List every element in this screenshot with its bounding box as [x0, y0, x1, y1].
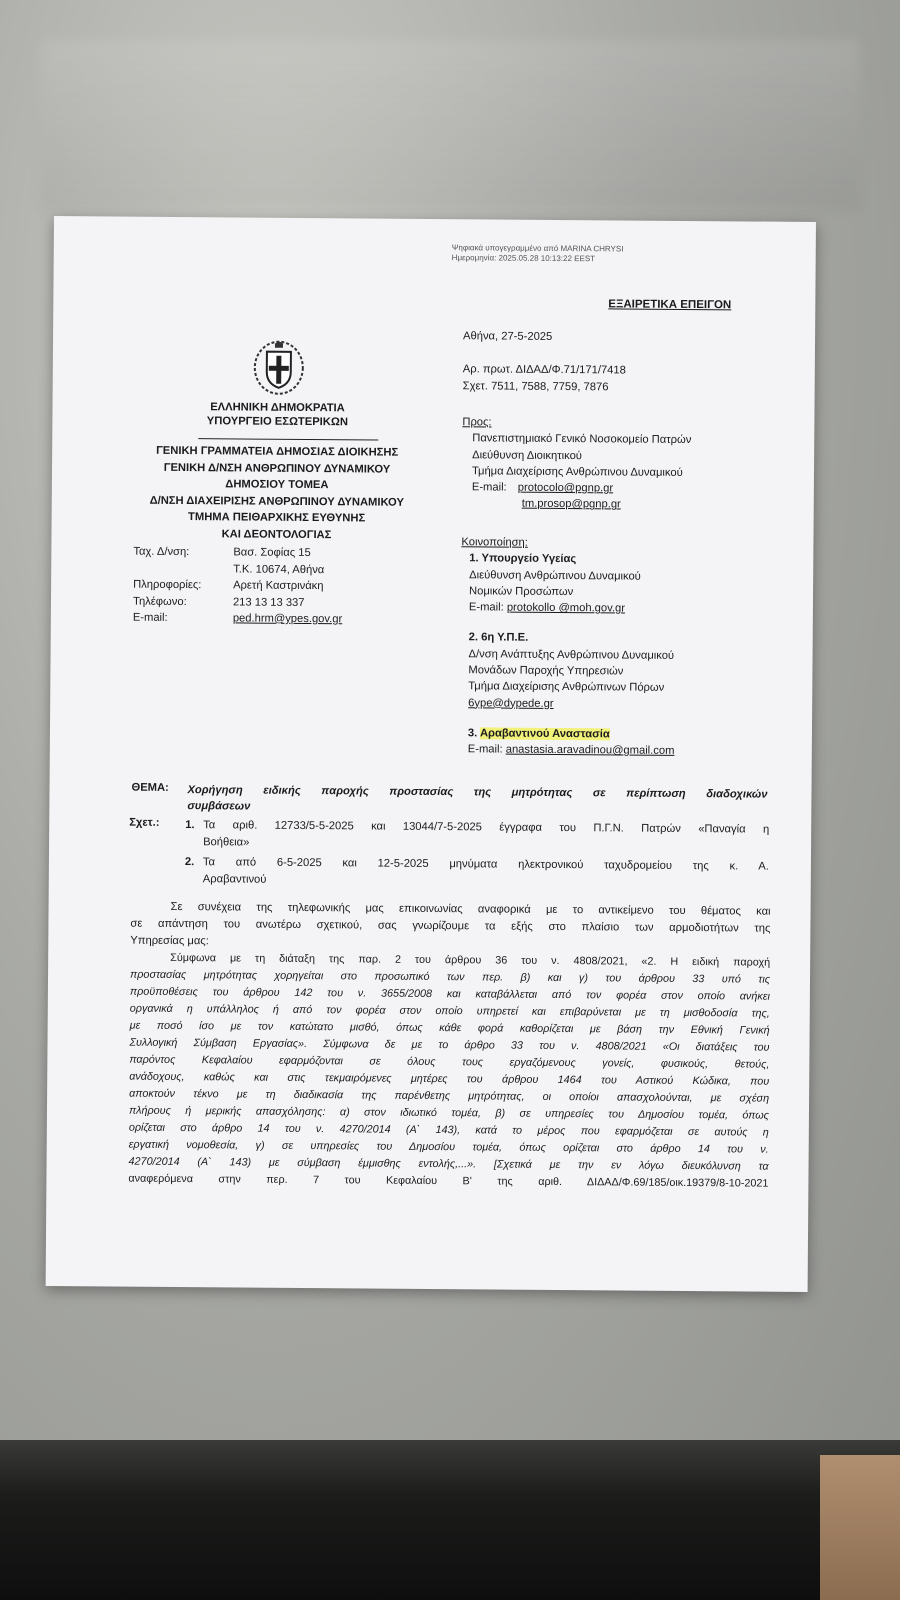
ministry-title: ΥΠΟΥΡΓΕΙΟ ΕΣΩΤΕΡΙΚΩΝ [206, 415, 348, 429]
contact-label: Ταχ. Δ/νση: [133, 545, 190, 559]
issuer-line: ΤΜΗΜΑ ΠΕΙΘΑΡΧΙΚΗΣ ΕΥΘΥΝΗΣ [188, 511, 366, 525]
body-line: Σύμφωνα με τη διάταξη της παρ. 2 του άρθρου 36 του ν. 4808/2021, «2. Η ειδική παροχή [170, 951, 771, 969]
contact-labels [133, 544, 202, 627]
contact-email-link[interactable]: ped.hrm@ypes.gov.gr [232, 612, 343, 626]
subject-line: Χορήγηση ειδικής παροχής προστασίας της μητρότητας σε περίπτωση διαδοχικών [187, 784, 768, 801]
document-date: Αθήνα, 27-5-2025 [463, 330, 553, 343]
body-line: προϋποθέσεις του άρθρου 142 του ν. 3655/2008 και καταβάλλεται από τον φορέα στον οποίο ανήκει [129, 985, 770, 1003]
body-line: αναφερόμενα στην περ. 7 του Κεφαλαίου Β' της αριθ. ΔΙΔΑΔ/Φ.69/185/οικ.19379/8-10-2021 [128, 1172, 769, 1190]
issuer-line: ΓΕΝΙΚΗ ΓΡΑΜΜΑΤΕΙΑ ΔΗΜΟΣΙΑΣ ΔΙΟΙΚΗΣΗΣ [156, 444, 399, 459]
document-page [46, 216, 816, 1292]
body-line: εργατική νομοθεσία, γ) σε υπηρεσίες του Δημοσίου τομέα, όπως ορίζεται στο άρθρο 14 του ν. [128, 1138, 769, 1156]
issuer-line: Δ/ΝΣΗ ΔΙΑΧΕΙΡΙΣΗΣ ΑΝΘΡΩΠΙΝΟΥ ΔΥΝΑΜΙΚΟΥ [149, 494, 404, 509]
email-label: E-mail: [471, 481, 507, 494]
digital-signature [452, 243, 624, 264]
contact-values [233, 544, 343, 627]
protocol-number: Αρ. πρωτ. ΔΙΔΑΔ/Φ.71/171/7418 [462, 363, 626, 377]
body-line: Υπηρεσίας μας: [130, 934, 209, 948]
contact-address: Βασ. Σοφίας 15 [233, 546, 311, 560]
cc2-title: 2. 6η Υ.Π.Ε. [468, 631, 529, 645]
body-line: 4270/2014 (Α` 143) με σύμβαση έμμισθης εντολής,...». [Σχετικά με την εν λόγω διευκόλυνση τα [128, 1155, 769, 1173]
cc-label: Κοινοποίηση: [461, 536, 528, 549]
recipients-to [462, 414, 692, 514]
republic-title: ΕΛΛΗΝΙΚΗ ΔΗΜΟΚΡΑΤΙΑ [210, 401, 345, 415]
table-surface-glare [40, 40, 860, 210]
reference-item [185, 817, 769, 855]
reference-line: Τα αριθ. 12733/5-5-2025 και 13044/7-5-2025 έγγραφα του Π.Γ.Ν. Πατρών «Παναγία η [203, 819, 770, 836]
cc2-line: Μονάδων Παροχής Υπηρεσιών [468, 664, 624, 678]
floor-background [0, 1440, 900, 1600]
cc2-line: Δ/νση Ανάπτυξης Ανθρώπινου Δυναμικού [468, 648, 675, 662]
floor-tile [820, 1455, 900, 1600]
body-line: πλήρους ή μερικής απασχόλησης: α) στον ιδιωτικό τομέα, β) σε υπηρεσίες του Δημοσίου τομέα, όπως [128, 1104, 770, 1122]
contact-label: Πληροφορίες: [133, 578, 202, 592]
body-line: οργανικά η υπάλληλος ή από τον φορέα στον οποίο υπηρετεί και επιβαρύνεται με τη μισθοδοσία της, [129, 1002, 770, 1020]
issuer-departments [111, 442, 442, 544]
greek-coat-of-arms-icon [253, 338, 305, 396]
cc1-email-link[interactable]: protokollo @moh.gov.gr [506, 601, 626, 615]
related-numbers: Σχετ. 7511, 7588, 7759, 7876 [462, 380, 609, 394]
references-list [185, 817, 770, 892]
cc3-email-link[interactable]: anastasia.aravadinou@gmail.com [505, 743, 675, 758]
cc3-number: 3. [467, 727, 478, 740]
body-line: παρόντος Κεφαλαίου εφαρμόζονται σε όλους τους εργαζόμενους γονείς, φυσικούς, θετούς, [129, 1053, 770, 1071]
body-line: αποκτούν τέκνο με τη διαδικασία της παρένθετης μητρότητας, οι οποίοι απασχολούνται, με σχέση [129, 1087, 770, 1105]
subject-text [187, 782, 767, 819]
reference-number: 2. [184, 856, 195, 869]
reference-line: Βοήθεια» [203, 835, 250, 849]
to-email-link[interactable]: protocolo@pgnp.gr [517, 481, 614, 495]
recipients-cc [460, 534, 676, 759]
issuer-header [112, 399, 442, 430]
subject-line: συμβάσεων [187, 800, 251, 813]
contact-label [133, 560, 201, 577]
signature-date: Ημερομηνία: 2025.05.28 10:13:22 EEST [451, 253, 596, 264]
subject-label: ΘΕΜΑ: [131, 781, 169, 794]
reference-number: 1. [185, 819, 195, 832]
email-label: E-mail: [467, 743, 503, 756]
contact-label: Τηλέφωνο: [132, 595, 187, 608]
signature-line: Ψηφιακά υπογεγραμμένο από MARINA CHRYSI [451, 243, 624, 254]
cc2-email-link[interactable]: 6ype@dypede.gr [468, 696, 554, 710]
to-email-link[interactable]: tm.prosop@pgnp.gr [521, 498, 621, 511]
body-paragraph-1 [130, 899, 770, 955]
to-line: Τμήμα Διαχείρισης Ανθρώπινου Δυναμικού [471, 465, 683, 479]
body-line: σε απάντηση του ανωτέρω σχετικού, σας γνωρίζουμε τα εξής στο πλαίσιο των αρμοδιοτήτων της [130, 917, 771, 935]
reference-line: Τα από 6-5-2025 και 12-5-2025 μηνύματα ηλεκτρονικού ταχυδρομείου της κ. Α. [202, 856, 769, 873]
email-label: E-mail: [468, 601, 504, 614]
to-line: Πανεπιστημιακό Γενικό Νοσοκομείο Πατρών [472, 432, 692, 447]
issuer-divider [198, 438, 378, 440]
issuer-line: ΔΗΜΟΣΙΟΥ ΤΟΜΕΑ [225, 478, 329, 492]
contact-phone: 213 13 13 337 [232, 595, 305, 609]
reference-item [185, 854, 769, 892]
body-line: Συλλογική Σύμβαση Εργασίας». Σύμφωνα δε με το άρθρο 33 του ν. 4808/2021 «Οι διατάξεις του [129, 1036, 770, 1054]
contact-postcode: Τ.Κ. 10674, Αθήνα [233, 562, 325, 576]
body-line: ανάδοχους, καθώς και στις τεκμαιρόμενες μητέρες του άρθρου 1464 του Αστικού Κώδικα, που [129, 1070, 770, 1088]
contact-label: E-mail: [132, 611, 168, 624]
cc2-line: Τμήμα Διαχείρισης Ανθρώπινων Πόρων [468, 680, 665, 695]
cc3-name-highlighted: Αραβαντινού Αναστασία [479, 727, 610, 741]
body-line: προστασίας μητρότητας χορηγείται στο προσωπικό των περ. β) και γ) του άρθρου 33 υπό τις [129, 968, 771, 986]
references-label: Σχετ.: [129, 816, 160, 829]
to-label: Προς: [462, 416, 492, 429]
cc1-title: 1. Υπουργείο Υγείας [469, 552, 577, 566]
body-line: με ποσό ίσο με τον κατώτατο μισθό, όπως κάθε φορά καθορίζεται με βάση την Εθνική Γενική [129, 1019, 770, 1037]
body-line: ορίζεται στο άρθρο 14 του ν. 4270/2014 (Α` 143), κατά το μέρος που εφαρμόζεται σε αυτούς η [128, 1121, 769, 1139]
issuer-line: ΓΕΝΙΚΗ Δ/ΝΣΗ ΑΝΘΡΩΠΙΝΟΥ ΔΥΝΑΜΙΚΟΥ [163, 461, 391, 476]
body-line: Σε συνέχεια της τηλεφωνικής μας επικοινωνίας αναφορικά με το αντικείμενο του θέματος και [170, 900, 771, 918]
cc1-line: Διεύθυνση Ανθρώπινου Δυναμικού [469, 568, 641, 583]
to-line: Διεύθυνση Διοικητικού [472, 448, 582, 462]
reference-line: Αραβαντινού [202, 872, 267, 886]
issuer-line: ΚΑΙ ΔΕΟΝΤΟΛΟΓΙΑΣ [221, 527, 332, 541]
cc1-line: Νομικών Προσώπων [469, 585, 574, 598]
contact-person: Αρετή Καστρινάκη [233, 579, 324, 593]
body-paragraph-2 [128, 950, 770, 1193]
urgency-label: ΕΞΑΙΡΕΤΙΚΑ ΕΠΕΙΓΟΝ [608, 298, 732, 312]
